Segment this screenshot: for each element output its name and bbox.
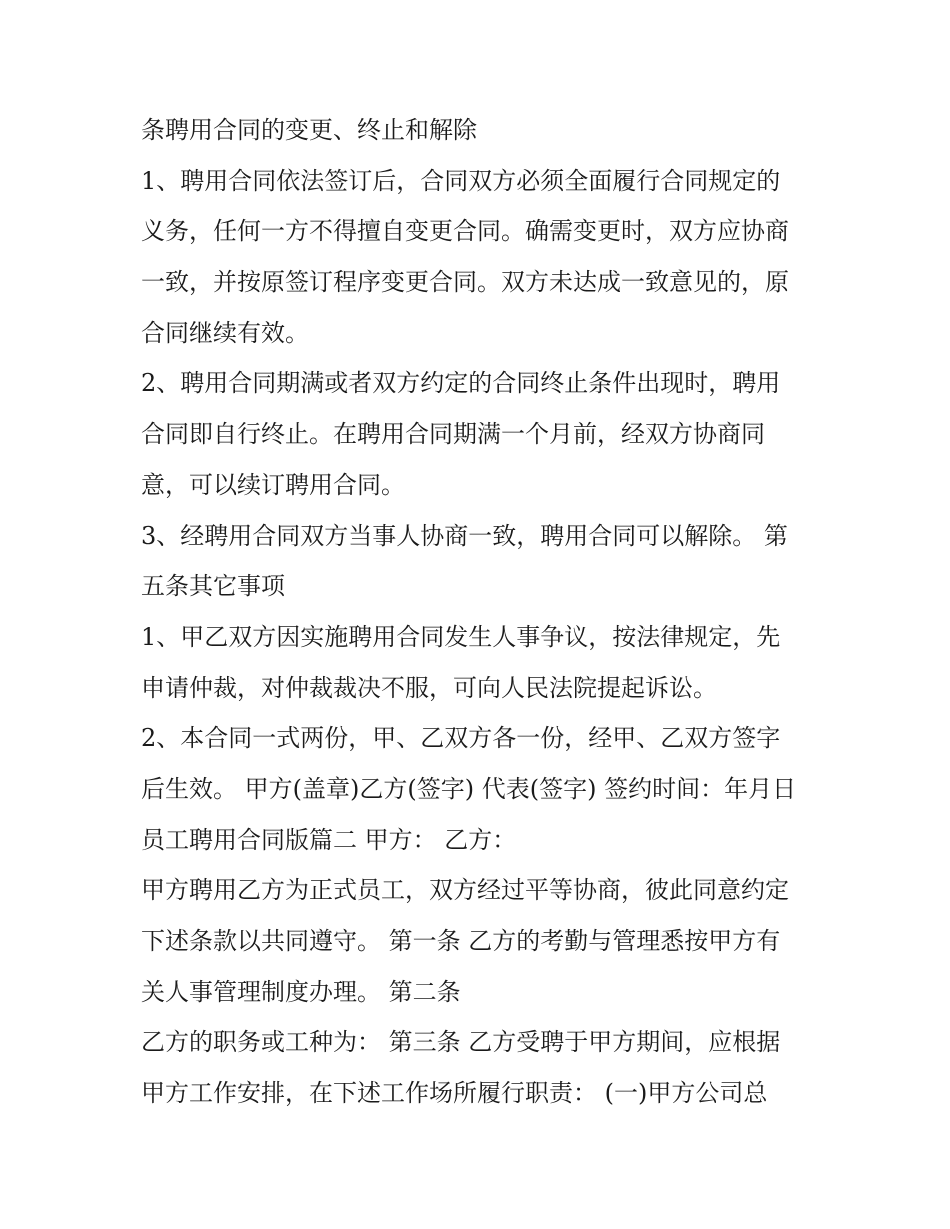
text-line: 申请仲裁，对仲裁裁决不服，可向人民法院提起诉讼。	[141, 673, 717, 702]
text-line: 1、甲乙双方因实施聘用合同发生人事争议，按法律规定，先	[141, 622, 781, 651]
text-line: 3、经聘用合同双方当事人协商一致，聘用合同可以解除。 第	[141, 521, 788, 550]
text-line: 甲方工作安排，在下述工作场所履行职责： (一)甲方公司总	[141, 1079, 768, 1108]
text-line: 甲方聘用乙方为正式员工，双方经过平等协商，彼此同意约定	[141, 876, 789, 905]
text-line: 1、聘用合同依法签订后，合同双方必须全面履行合同规定的	[141, 166, 781, 195]
text-line: 员工聘用合同版篇二 甲方： 乙方：	[141, 825, 517, 854]
text-column	[141, 105, 831, 1119]
text-line: 下述条款以共同遵守。 第一条 乙方的考勤与管理悉按甲方有	[141, 927, 781, 955]
text-line: 2、聘用合同期满或者双方约定的合同终止条件出现时，聘用	[141, 369, 781, 398]
text-line: 义务，任何一方不得擅自变更合同。确需变更时，双方应协商	[141, 217, 789, 246]
text-line: 后生效。 甲方(盖章)乙方(签字) 代表(签字) 签约时间：年月日	[141, 774, 797, 803]
text-line: 合同即自行终止。在聘用合同期满一个月前，经双方协商同	[141, 420, 765, 449]
text-line: 关人事管理制度办理。 第二条	[141, 977, 461, 1006]
text-line: 一致，并按原签订程序变更合同。双方未达成一致意见的，原	[141, 268, 789, 297]
text-line: 意，可以续订聘用合同。	[141, 470, 405, 499]
text-line: 乙方的职务或工种为： 第三条 乙方受聘于甲方期间，应根据	[141, 1028, 781, 1057]
text-line: 2、本合同一式两份，甲、乙双方各一份，经甲、乙双方签字	[141, 724, 781, 753]
text-line: 条聘用合同的变更、终止和解除	[141, 116, 477, 144]
text-line: 合同继续有效。	[141, 318, 309, 347]
text-line: 五条其它事项	[141, 572, 285, 601]
